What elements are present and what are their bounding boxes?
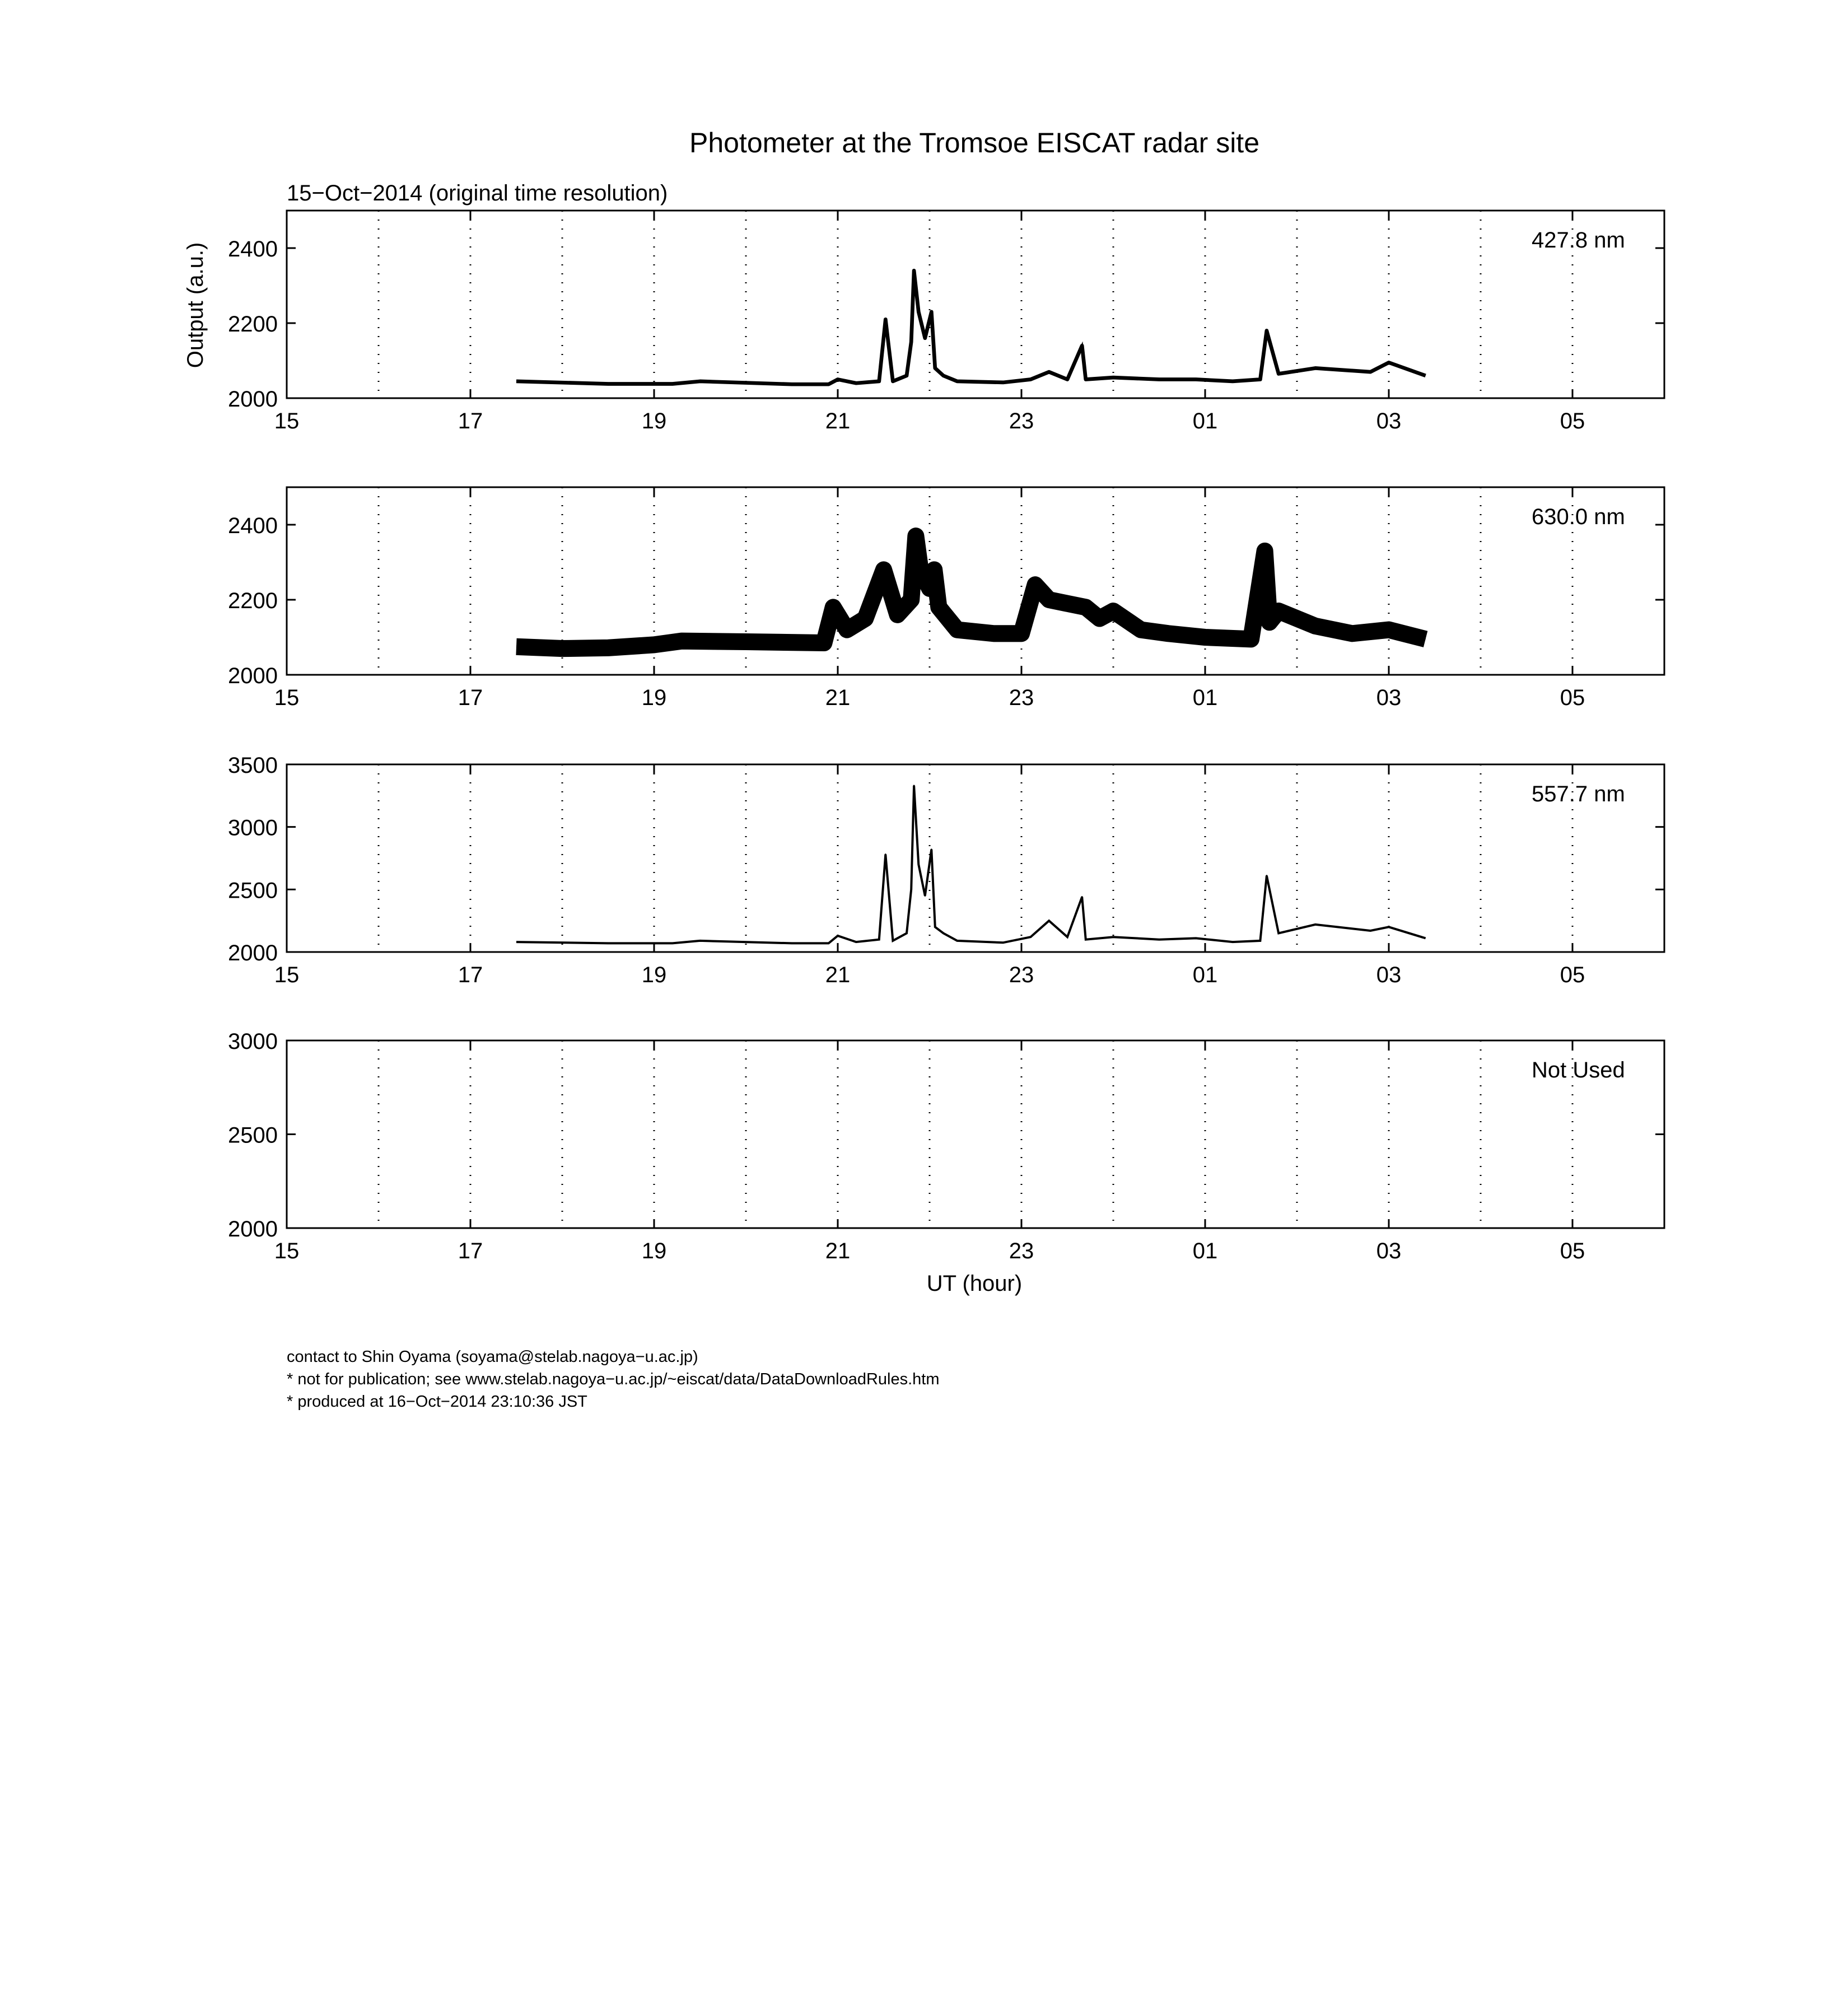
y-tick-label: 2000	[228, 664, 278, 688]
x-tick-label: 03	[1376, 685, 1402, 710]
x-tick-label: 03	[1376, 963, 1402, 987]
y-tick-label: 2000	[228, 387, 278, 412]
x-tick-label: 05	[1560, 685, 1585, 710]
x-tick-label: 19	[641, 963, 667, 987]
footer-contact: contact to Shin Oyama (soyama@stelab.nagoya−u.ac.jp)	[287, 1348, 698, 1366]
x-tick-label: 03	[1376, 409, 1402, 433]
y-tick-label: 3000	[228, 815, 278, 841]
figure-title: Photometer at the Tromsoe EISCAT radar site	[689, 127, 1260, 158]
x-tick-label: 17	[458, 963, 483, 987]
x-tick-label: 21	[825, 685, 851, 710]
x-tick-label: 21	[825, 1239, 851, 1263]
x-tick-label: 05	[1560, 963, 1585, 987]
x-tick-label: 01	[1192, 409, 1218, 433]
x-tick-label: 17	[458, 685, 483, 710]
x-axis-label: UT (hour)	[926, 1271, 1023, 1296]
panel-label: Not Used	[1532, 1058, 1625, 1082]
y-tick-label: 2500	[228, 1123, 278, 1148]
panel-label: 630.0 nm	[1532, 505, 1625, 529]
x-tick-label: 23	[1009, 685, 1034, 710]
y-tick-label: 2400	[228, 514, 278, 538]
x-tick-label: 15	[274, 1239, 300, 1263]
y-tick-label: 3000	[228, 1029, 278, 1054]
x-tick-label: 01	[1192, 685, 1218, 710]
x-tick-label: 15	[274, 963, 300, 987]
footer-produced-time: * produced at 16−Oct−2014 23:10:36 JST	[287, 1393, 587, 1411]
figure-subtitle: 15−Oct−2014 (original time resolution)	[287, 181, 668, 206]
x-tick-label: 19	[641, 409, 667, 433]
x-tick-label: 05	[1560, 1239, 1585, 1263]
x-tick-label: 19	[641, 1239, 667, 1263]
y-tick-label: 2400	[228, 237, 278, 262]
x-tick-label: 23	[1009, 409, 1034, 433]
x-tick-label: 15	[274, 409, 300, 433]
x-tick-label: 23	[1009, 963, 1034, 987]
x-tick-label: 21	[825, 963, 851, 987]
x-tick-label: 17	[458, 1239, 483, 1263]
x-tick-label: 05	[1560, 409, 1585, 433]
x-tick-label: 23	[1009, 1239, 1034, 1263]
y-tick-label: 2000	[228, 941, 278, 965]
x-tick-label: 15	[274, 685, 300, 710]
panel-label: 427.8 nm	[1532, 228, 1625, 253]
y-tick-label: 3500	[228, 753, 278, 778]
y-tick-label: 2000	[228, 1217, 278, 1242]
footer-publication-note: * not for publication; see www.stelab.nagoya−u.ac.jp/~eiscat/data/DataDownloadRules.htm	[287, 1370, 940, 1388]
x-tick-label: 01	[1192, 1239, 1218, 1263]
x-tick-label: 01	[1192, 963, 1218, 987]
y-tick-label: 2200	[228, 312, 278, 337]
x-tick-label: 21	[825, 409, 851, 433]
x-tick-label: 19	[641, 685, 667, 710]
x-tick-label: 17	[458, 409, 483, 433]
panel-label: 557.7 nm	[1532, 782, 1625, 806]
y-tick-label: 2200	[228, 589, 278, 613]
y-tick-label: 2500	[228, 878, 278, 903]
x-tick-label: 03	[1376, 1239, 1402, 1263]
y-axis-label: Output (a.u.)	[183, 242, 208, 368]
